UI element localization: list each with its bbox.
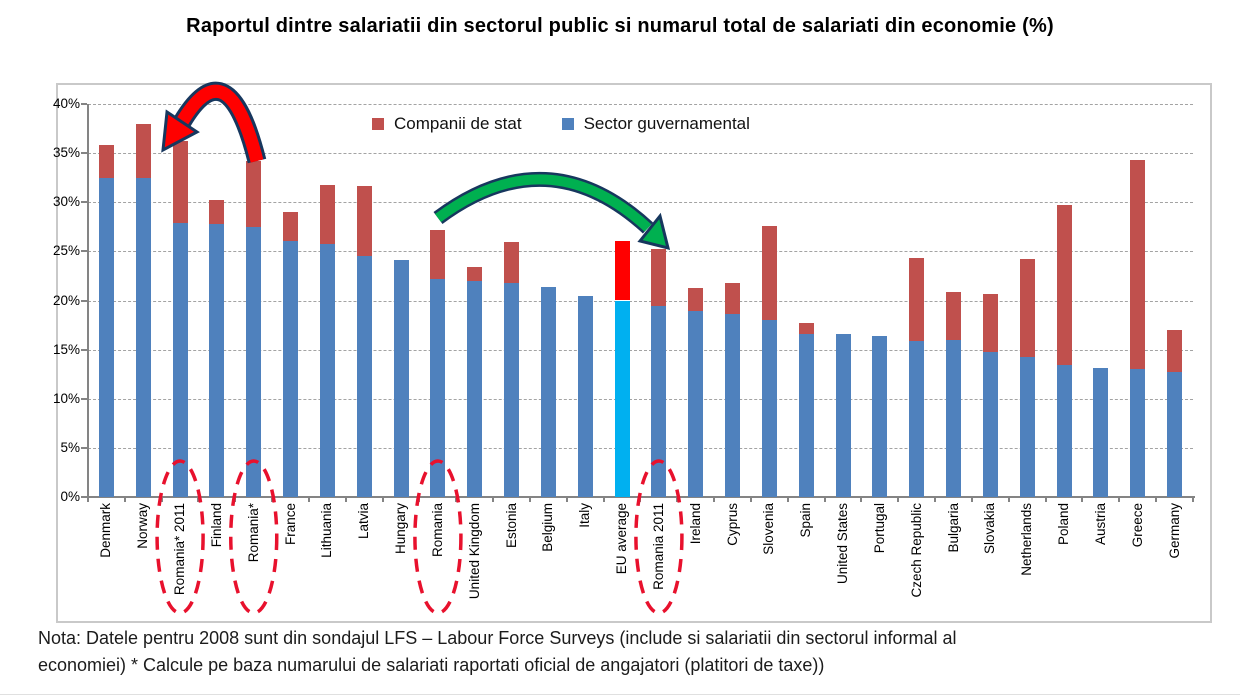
y-axis-tick-label: 25% bbox=[52, 243, 80, 259]
x-axis-category-label: Finland bbox=[208, 503, 224, 548]
chart-legend bbox=[372, 114, 750, 134]
legend-label-companii-de-stat: Companii de stat bbox=[394, 114, 522, 133]
bar-segment-companii-de-stat bbox=[504, 242, 519, 283]
x-axis-tick bbox=[750, 498, 752, 502]
x-axis-category-label: Slovenia bbox=[761, 503, 777, 555]
x-axis-category-label: Bulgaria bbox=[945, 503, 961, 553]
y-axis-tick-label: 30% bbox=[52, 194, 80, 210]
x-axis-category-label: Netherlands bbox=[1019, 503, 1035, 576]
x-axis-category-label: Romania* bbox=[245, 503, 261, 563]
legend-item-sector-guvernamental bbox=[562, 114, 750, 134]
x-axis-category-label: United Kingdom bbox=[466, 503, 482, 600]
bar-segment-companii-de-stat bbox=[946, 292, 961, 340]
legend-label-sector-guvernamental: Sector guvernamental bbox=[583, 114, 750, 133]
x-axis-category-label: Latvia bbox=[356, 503, 372, 540]
bar-segment-sector-guvernamental bbox=[946, 340, 961, 497]
x-axis-category-label: Poland bbox=[1056, 503, 1072, 546]
bar-segment-sector-guvernamental bbox=[615, 301, 630, 498]
bar-segment-sector-guvernamental bbox=[1167, 372, 1182, 497]
bar-segment-sector-guvernamental bbox=[578, 296, 593, 497]
bar-segment-sector-guvernamental bbox=[430, 279, 445, 497]
x-axis-category-label: Greece bbox=[1129, 503, 1145, 548]
x-axis-category-label: Hungary bbox=[393, 503, 409, 555]
bar-segment-companii-de-stat bbox=[688, 288, 703, 312]
x-axis-tick bbox=[603, 498, 605, 502]
bar-segment-sector-guvernamental bbox=[209, 224, 224, 497]
x-axis-tick bbox=[161, 498, 163, 502]
bar-segment-sector-guvernamental bbox=[799, 334, 814, 497]
x-axis-tick bbox=[1118, 498, 1120, 502]
bar-segment-sector-guvernamental bbox=[909, 341, 924, 497]
x-axis-tick bbox=[824, 498, 826, 502]
bar-segment-companii-de-stat bbox=[651, 249, 666, 306]
x-axis-tick bbox=[492, 498, 494, 502]
x-axis-category-label: Belgium bbox=[540, 503, 556, 552]
bar-segment-sector-guvernamental bbox=[541, 287, 556, 497]
bar-segment-companii-de-stat bbox=[246, 161, 261, 227]
h-gridline bbox=[88, 104, 1193, 105]
bar-segment-companii-de-stat bbox=[283, 212, 298, 240]
legend-item-companii-de-stat bbox=[372, 114, 522, 134]
x-axis-tick bbox=[566, 498, 568, 502]
x-axis-tick bbox=[197, 498, 199, 502]
x-axis-category-label: France bbox=[282, 503, 298, 546]
x-axis-tick bbox=[271, 498, 273, 502]
x-axis-tick bbox=[418, 498, 420, 502]
x-axis-category-label: Germany bbox=[1166, 503, 1182, 559]
bar-segment-sector-guvernamental bbox=[1130, 369, 1145, 497]
y-axis-tick-label: 5% bbox=[60, 439, 80, 455]
x-axis-category-label: EU average bbox=[614, 503, 630, 575]
source-note bbox=[38, 625, 956, 679]
source-note-line-1: Nota: Datele pentru 2008 sunt din sondajul LFS – Labour Force Surveys (include si salariatii din sectorul informal al bbox=[38, 628, 957, 648]
bottom-divider bbox=[0, 694, 1240, 695]
bar-segment-companii-de-stat bbox=[725, 283, 740, 314]
x-axis-tick bbox=[345, 498, 347, 502]
bar-segment-sector-guvernamental bbox=[320, 244, 335, 497]
x-axis-category-label: Lithuania bbox=[319, 503, 335, 558]
bar-segment-sector-guvernamental bbox=[688, 311, 703, 497]
x-axis-tick bbox=[676, 498, 678, 502]
bar-segment-sector-guvernamental bbox=[725, 314, 740, 497]
x-axis-category-label: Estonia bbox=[503, 503, 519, 549]
x-axis-category-label: Denmark bbox=[98, 503, 114, 558]
x-axis-category-label: Portugal bbox=[871, 503, 887, 554]
bar-segment-sector-guvernamental bbox=[246, 227, 261, 497]
bar-segment-sector-guvernamental bbox=[357, 256, 372, 497]
x-axis-tick bbox=[87, 498, 89, 502]
x-axis-tick bbox=[787, 498, 789, 502]
bar-segment-companii-de-stat bbox=[1167, 330, 1182, 372]
x-axis-category-label: Romania bbox=[429, 503, 445, 558]
source-note-line-2: economiei) * Calcule pe baza numarului de salariati raportati oficial de angajatori (platitori de taxe)) bbox=[38, 655, 825, 675]
bar-segment-companii-de-stat bbox=[99, 145, 114, 177]
bar-segment-sector-guvernamental bbox=[1057, 365, 1072, 497]
x-axis-category-label: Cyprus bbox=[724, 503, 740, 546]
x-axis-tick bbox=[1155, 498, 1157, 502]
bar-segment-sector-guvernamental bbox=[762, 320, 777, 497]
x-axis-tick bbox=[934, 498, 936, 502]
x-axis-category-label: Ireland bbox=[687, 503, 703, 545]
x-axis-tick bbox=[1081, 498, 1083, 502]
chart-title: Raportul dintre salariatii din sectorul public si numarul total de salariati din economie (%) bbox=[186, 15, 1054, 37]
bar-segment-sector-guvernamental bbox=[651, 306, 666, 497]
x-axis-tick bbox=[308, 498, 310, 502]
y-axis-tick-label: 10% bbox=[52, 390, 80, 406]
bar-segment-companii-de-stat bbox=[909, 258, 924, 341]
x-axis-category-label: United States bbox=[835, 503, 851, 585]
h-gridline bbox=[88, 153, 1193, 154]
x-axis-category-label: Romania 2011 bbox=[650, 503, 666, 590]
x-axis-tick bbox=[234, 498, 236, 502]
bar-segment-companii-de-stat bbox=[173, 141, 188, 223]
bar-segment-sector-guvernamental bbox=[394, 260, 409, 497]
bar-segment-sector-guvernamental bbox=[173, 223, 188, 497]
x-axis-category-label: Slovakia bbox=[982, 503, 998, 555]
x-axis-tick bbox=[971, 498, 973, 502]
bar-segment-companii-de-stat bbox=[320, 185, 335, 244]
x-axis-category-label: Spain bbox=[798, 503, 814, 538]
y-axis-tick-label: 35% bbox=[52, 145, 80, 161]
x-axis-tick bbox=[124, 498, 126, 502]
bar-segment-companii-de-stat bbox=[799, 323, 814, 334]
bar-segment-sector-guvernamental bbox=[504, 283, 519, 497]
bar-segment-companii-de-stat bbox=[983, 294, 998, 352]
x-axis-tick bbox=[455, 498, 457, 502]
bar-segment-sector-guvernamental bbox=[983, 352, 998, 497]
bar-segment-sector-guvernamental bbox=[872, 336, 887, 497]
y-axis-tick-label: 20% bbox=[52, 292, 80, 308]
bar-segment-companii-de-stat bbox=[467, 267, 482, 281]
bar-segment-companii-de-stat bbox=[357, 186, 372, 257]
x-axis-category-label: Austria bbox=[1092, 503, 1108, 546]
bar-segment-sector-guvernamental bbox=[1093, 368, 1108, 497]
bar-segment-companii-de-stat bbox=[615, 241, 630, 301]
x-axis-tick bbox=[1008, 498, 1010, 502]
x-axis-category-label: Italy bbox=[577, 503, 593, 528]
bar-segment-companii-de-stat bbox=[762, 226, 777, 320]
x-axis-tick bbox=[529, 498, 531, 502]
bar-segment-companii-de-stat bbox=[209, 200, 224, 224]
bar-segment-sector-guvernamental bbox=[1020, 357, 1035, 497]
bar-segment-sector-guvernamental bbox=[467, 281, 482, 497]
y-axis-tick-label: 15% bbox=[52, 341, 80, 357]
x-axis-category-label: Czech Republic bbox=[908, 503, 924, 598]
x-axis-category-label: Romania* 2011 bbox=[172, 503, 188, 596]
x-axis-category-label: Norway bbox=[135, 503, 151, 549]
y-axis-tick-label: 0% bbox=[60, 489, 80, 504]
bar-segment-companii-de-stat bbox=[136, 124, 151, 178]
x-axis-tick bbox=[1192, 498, 1194, 502]
legend-swatch-sector-guvernamental-icon bbox=[562, 118, 574, 130]
bar-segment-companii-de-stat bbox=[1130, 160, 1145, 369]
x-axis-tick bbox=[897, 498, 899, 502]
bar-segment-companii-de-stat bbox=[1057, 205, 1072, 365]
x-axis-tick bbox=[382, 498, 384, 502]
bar-segment-sector-guvernamental bbox=[836, 334, 851, 497]
y-axis-tick-label: 40% bbox=[52, 96, 80, 111]
legend-swatch-companii-de-stat-icon bbox=[372, 118, 384, 130]
x-axis-tick bbox=[1045, 498, 1047, 502]
x-axis-tick bbox=[639, 498, 641, 502]
x-axis-tick bbox=[860, 498, 862, 502]
bar-segment-sector-guvernamental bbox=[283, 241, 298, 497]
x-axis-tick bbox=[713, 498, 715, 502]
bar-segment-sector-guvernamental bbox=[99, 178, 114, 497]
bar-segment-sector-guvernamental bbox=[136, 178, 151, 497]
bar-segment-companii-de-stat bbox=[430, 230, 445, 279]
bar-segment-companii-de-stat bbox=[1020, 259, 1035, 357]
y-axis-line bbox=[87, 104, 89, 498]
